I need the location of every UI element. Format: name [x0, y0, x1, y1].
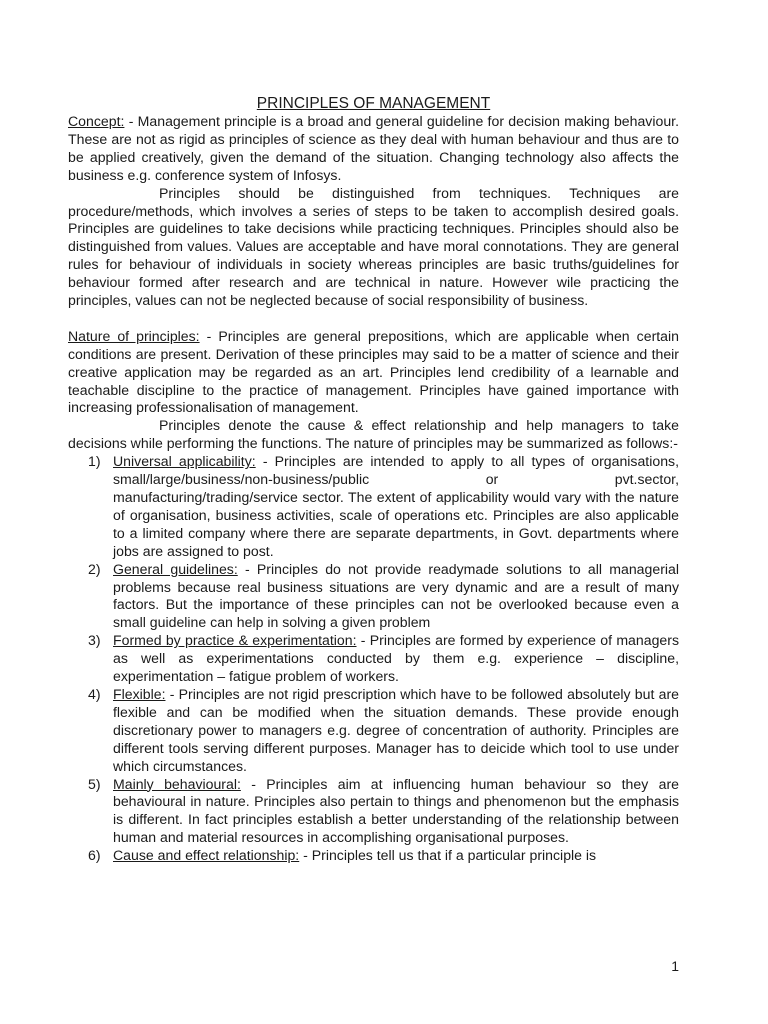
list-item-number: 3): [88, 632, 101, 649]
list-item: [88, 453, 679, 560]
page-title: PRINCIPLES OF MANAGEMENT: [256, 95, 491, 112]
list-item-text: - Principles are intended to apply to all types of organisations,: [255, 453, 679, 470]
principles-list: [68, 453, 679, 865]
nature-text: - Principles are general prepositions, which are applicable when certain conditions are present. Derivation of these principles may said to be a matter of science and their creative application may be regarded as an art. Principles lend credibility of a learnable and teachable discipline to the practice of management. Principles have gained importance with increasing professionalisation of management.: [68, 327, 679, 416]
list-item: [88, 847, 679, 865]
list-item-number: 5): [88, 775, 101, 792]
list-item-text: - Principles are formed by experience of managers as well as experimentations conducted by them e.g. experience – discipline, experimentation – fatigue problem of workers.: [113, 632, 679, 685]
list-item: [88, 775, 679, 848]
list-item-label: Formed by practice & experimentation:: [113, 632, 357, 649]
concept-paragraph: [68, 113, 679, 185]
paragraph-gap: [68, 310, 679, 328]
list-item: [88, 685, 679, 776]
list-item-label: Mainly behavioural:: [113, 775, 241, 792]
list-item-text: - Principles are not rigid prescription which have to be followed absolutely but are flexible and can be modified when the situation demands. These provide enough discretionary power to managers e.g. degree of concentration of authority. Principles are different tools serving different purposes. Manager has to deicide which tool to use under which circumstances.: [113, 685, 679, 774]
list-item-label: Universal applicability:: [113, 453, 256, 470]
list-item-text: - Principles tell us that if a particular principle is: [299, 847, 597, 864]
page-number: 1: [671, 958, 679, 974]
list-item-text: - Principles aim at influencing human behaviour so they are behavioural in nature. Principles also pertain to things and phenomenon but the emphasis is different. In fact principles establish a better understanding of the relationship between human and material resources in accomplishing organisational purposes.: [113, 775, 679, 846]
techniques-paragraph: Principles should be distinguished from techniques. Techniques are procedure/methods, which involves a series of steps to be taken to accomplish desired goals. Principles are guidelines to take decisions while practicing techniques. Principles should also be distinguished from values. Values are acceptable and have moral connotations. They are general rules for behaviour of individuals in society whereas principles are basic truths/guidelines for behaviour formed after research and are technical in nature. However wile practicing the principles, values can not be neglected because of social responsibility of business.: [68, 184, 679, 309]
list-item-number: 4): [88, 685, 101, 702]
list-item-number: 2): [88, 560, 101, 577]
list-item-text: - Principles do not provide readymade solutions to all managerial problems because real business situations are very dynamic and are a result of many factors. But the importance of these principles can not be overlooked because even a small guideline can help in solving a given problem: [113, 560, 679, 631]
concept-label: Concept:: [68, 113, 125, 129]
nature-label: Nature of principles:: [68, 327, 200, 344]
cause-effect-paragraph: Principles denote the cause & effect relationship and help managers to take decisions while performing the functions. The nature of principles may be summarized as follows:-: [68, 417, 679, 452]
list-item-spread-line: small/large/business/non-business/public or pvt.sector,: [113, 471, 679, 488]
list-item-number: 6): [88, 847, 101, 864]
list-item-first-line: [113, 453, 679, 471]
concept-text: - Management principle is a broad and general guideline for decision making behaviour. These are not as rigid as principles of science as they deal with human behaviour and thus are to be applied creatively, given the demand of the situation. Changing technology also affects the business e.g. conference system of Infosys.: [68, 113, 679, 183]
list-item-rest: manufacturing/trading/service sector. The extent of applicability would vary with the nature of organisation, business activities, scale of operations etc. Principles are also applicable to a limited company where there are separate departments, in Govt. departments where jobs are assigned to post.: [113, 489, 679, 559]
list-item-number: 1): [88, 453, 101, 470]
list-item-label: General guidelines:: [113, 560, 238, 577]
list-item: [88, 632, 679, 686]
list-item-label: Cause and effect relationship:: [113, 847, 300, 864]
list-item-label: Flexible:: [113, 685, 166, 702]
list-item: [88, 560, 679, 633]
nature-paragraph: [68, 328, 679, 418]
